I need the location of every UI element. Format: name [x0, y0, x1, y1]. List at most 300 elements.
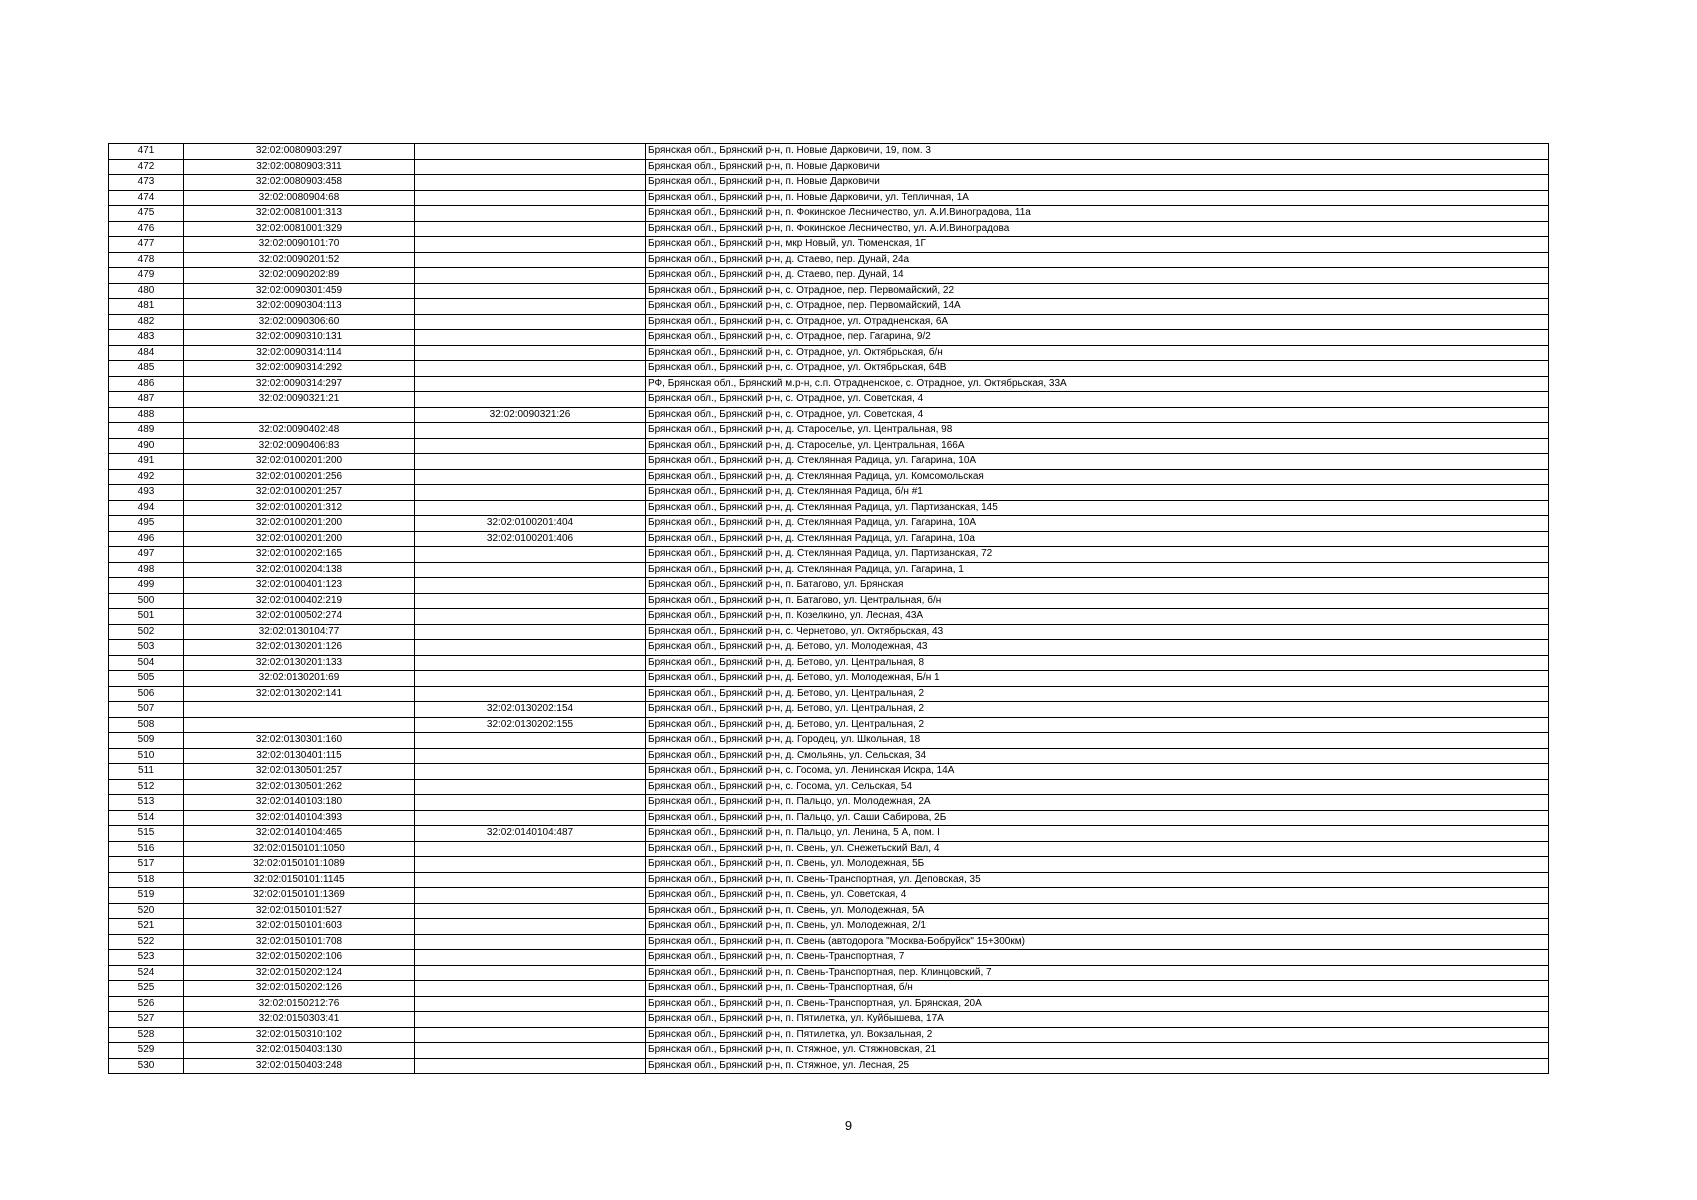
- table-row: [109, 1058, 1549, 1074]
- related-cadastral-number-cell: [415, 392, 646, 408]
- row-number-cell: 484: [109, 345, 184, 361]
- related-cadastral-number-cell: [415, 888, 646, 904]
- cadastral-number-cell: 32:02:0150202:124: [184, 965, 415, 981]
- row-number-cell: 487: [109, 392, 184, 408]
- cadastral-number-cell: 32:02:0081001:329: [184, 221, 415, 237]
- row-number-cell: 493: [109, 485, 184, 501]
- related-cadastral-number-cell: [415, 919, 646, 935]
- cadastral-number-cell: 32:02:0100201:200: [184, 516, 415, 532]
- address-cell: Брянская обл., Брянский р-н, д. Стеклянная Радица, ул. Гагарина, 1: [646, 562, 1549, 578]
- table-row: [109, 144, 1549, 160]
- address-cell: Брянская обл., Брянский р-н, п. Свень, ул. Советская, 4: [646, 888, 1549, 904]
- related-cadastral-number-cell: [415, 686, 646, 702]
- address-cell: Брянская обл., Брянский р-н, п. Свень, ул. Снежетьский Вал, 4: [646, 841, 1549, 857]
- address-cell: Брянская обл., Брянский р-н, с. Отрадное, ул. Октябрьская, б/н: [646, 345, 1549, 361]
- related-cadastral-number-cell: [415, 376, 646, 392]
- table-row: [109, 361, 1549, 377]
- address-cell: Брянская обл., Брянский р-н, п. Свень-Транспортная, ул. Брянская, 20А: [646, 996, 1549, 1012]
- address-cell: Брянская обл., Брянский р-н, с. Отрадное, ул. Октябрьская, 64В: [646, 361, 1549, 377]
- related-cadastral-number-cell: [415, 500, 646, 516]
- row-number-cell: 499: [109, 578, 184, 594]
- address-cell: Брянская обл., Брянский р-н, д. Бетово, ул. Центральная, 2: [646, 702, 1549, 718]
- address-cell: Брянская обл., Брянский р-н, с. Отрадное, пер. Гагарина, 9/2: [646, 330, 1549, 346]
- address-cell: Брянская обл., Брянский р-н, п. Козелкино, ул. Лесная, 43А: [646, 609, 1549, 625]
- table-row: [109, 314, 1549, 330]
- row-number-cell: 522: [109, 934, 184, 950]
- cadastral-number-cell: 32:02:0140104:465: [184, 826, 415, 842]
- address-cell: Брянская обл., Брянский р-н, с. Отрадное, ул. Отрадненская, 6А: [646, 314, 1549, 330]
- row-number-cell: 486: [109, 376, 184, 392]
- table-row: [109, 159, 1549, 175]
- row-number-cell: 515: [109, 826, 184, 842]
- related-cadastral-number-cell: [415, 578, 646, 594]
- related-cadastral-number-cell: [415, 330, 646, 346]
- row-number-cell: 504: [109, 655, 184, 671]
- address-cell: Брянская обл., Брянский р-н, д. Стаево, пер. Дунай, 24а: [646, 252, 1549, 268]
- cadastral-number-cell: 32:02:0150101:1145: [184, 872, 415, 888]
- address-cell: Брянская обл., Брянский р-н, д. Стеклянная Радица, ул. Партизанская, 145: [646, 500, 1549, 516]
- cadastral-number-cell: 32:02:0150101:603: [184, 919, 415, 935]
- row-number-cell: 517: [109, 857, 184, 873]
- cadastral-number-cell: 32:02:0090304:113: [184, 299, 415, 315]
- row-number-cell: 502: [109, 624, 184, 640]
- row-number-cell: 513: [109, 795, 184, 811]
- cadastral-number-cell: 32:02:0090101:70: [184, 237, 415, 253]
- row-number-cell: 485: [109, 361, 184, 377]
- cadastral-number-cell: 32:02:0150101:527: [184, 903, 415, 919]
- row-number-cell: 489: [109, 423, 184, 439]
- address-cell: Брянская обл., Брянский р-н, с. Госома, ул. Сельская, 54: [646, 779, 1549, 795]
- address-cell: Брянская обл., Брянский р-н, п. Стяжное, ул. Лесная, 25: [646, 1058, 1549, 1074]
- related-cadastral-number-cell: [415, 1043, 646, 1059]
- table-row: [109, 965, 1549, 981]
- row-number-cell: 490: [109, 438, 184, 454]
- table-row: [109, 454, 1549, 470]
- related-cadastral-number-cell: [415, 965, 646, 981]
- page-number: 9: [844, 1118, 853, 1133]
- table-row: [109, 516, 1549, 532]
- related-cadastral-number-cell: [415, 903, 646, 919]
- related-cadastral-number-cell: [415, 764, 646, 780]
- row-number-cell: 529: [109, 1043, 184, 1059]
- cadastral-number-cell: 32:02:0130501:257: [184, 764, 415, 780]
- cadastral-number-cell: 32:02:0150202:126: [184, 981, 415, 997]
- cadastral-number-cell: 32:02:0130201:133: [184, 655, 415, 671]
- table-row: [109, 826, 1549, 842]
- related-cadastral-number-cell: [415, 593, 646, 609]
- address-cell: Брянская обл., Брянский р-н, п. Пальцо, ул. Молодежная, 2А: [646, 795, 1549, 811]
- related-cadastral-number-cell: [415, 299, 646, 315]
- address-cell: Брянская обл., Брянский р-н, п. Батагово, ул. Брянская: [646, 578, 1549, 594]
- related-cadastral-number-cell: [415, 748, 646, 764]
- cadastral-number-cell: 32:02:0150310:102: [184, 1027, 415, 1043]
- table-row: [109, 345, 1549, 361]
- cadastral-number-cell: 32:02:0150403:248: [184, 1058, 415, 1074]
- cadastral-number-cell: 32:02:0090301:459: [184, 283, 415, 299]
- address-cell: Брянская обл., Брянский р-н, п. Свень, ул. Молодежная, 2/1: [646, 919, 1549, 935]
- cadastral-number-cell: 32:02:0090314:292: [184, 361, 415, 377]
- address-cell: Брянская обл., Брянский р-н, д. Стеклянная Радица, б/н #1: [646, 485, 1549, 501]
- related-cadastral-number-cell: [415, 655, 646, 671]
- address-cell: Брянская обл., Брянский р-н, д. Смольянь, ул. Сельская, 34: [646, 748, 1549, 764]
- table-row: [109, 578, 1549, 594]
- cadastral-number-cell: 32:02:0130202:141: [184, 686, 415, 702]
- address-cell: Брянская обл., Брянский р-н, п. Новые Дарковичи, 19, пом. 3: [646, 144, 1549, 160]
- address-cell: Брянская обл., Брянский р-н, п. Свень-Транспортная, 7: [646, 950, 1549, 966]
- cadastral-number-cell: [184, 407, 415, 423]
- address-cell: Брянская обл., Брянский р-н, п. Свень-Транспортная, б/н: [646, 981, 1549, 997]
- table-row: [109, 702, 1549, 718]
- address-cell: Брянская обл., Брянский р-н, д. Стеклянная Радица, ул. Гагарина, 10А: [646, 516, 1549, 532]
- table-row: [109, 671, 1549, 687]
- row-number-cell: 483: [109, 330, 184, 346]
- table-row: [109, 531, 1549, 547]
- cadastral-number-cell: 32:02:0150403:130: [184, 1043, 415, 1059]
- related-cadastral-number-cell: [415, 810, 646, 826]
- cadastral-number-cell: 32:02:0090314:114: [184, 345, 415, 361]
- table-row: [109, 779, 1549, 795]
- related-cadastral-number-cell: [415, 252, 646, 268]
- table-row: [109, 996, 1549, 1012]
- row-number-cell: 503: [109, 640, 184, 656]
- table-row: [109, 438, 1549, 454]
- row-number-cell: 508: [109, 717, 184, 733]
- cadastral-number-cell: 32:02:0090402:48: [184, 423, 415, 439]
- cadastral-number-cell: 32:02:0150101:708: [184, 934, 415, 950]
- cadastral-number-cell: 32:02:0100201:257: [184, 485, 415, 501]
- cadastral-number-cell: 32:02:0100201:256: [184, 469, 415, 485]
- table-row: [109, 841, 1549, 857]
- address-cell: Брянская обл., Брянский р-н, с. Отрадное, ул. Советская, 4: [646, 392, 1549, 408]
- related-cadastral-number-cell: [415, 950, 646, 966]
- related-cadastral-number-cell: [415, 175, 646, 191]
- table-row: [109, 888, 1549, 904]
- table-row: [109, 655, 1549, 671]
- cadastral-number-cell: 32:02:0100201:200: [184, 454, 415, 470]
- related-cadastral-number-cell: [415, 934, 646, 950]
- related-cadastral-number-cell: [415, 190, 646, 206]
- row-number-cell: 524: [109, 965, 184, 981]
- address-cell: Брянская обл., Брянский р-н, п. Свень, ул. Молодежная, 5А: [646, 903, 1549, 919]
- registry-table: [108, 143, 1549, 1074]
- related-cadastral-number-cell: [415, 485, 646, 501]
- address-cell: Брянская обл., Брянский р-н, д. Стеклянная Радица, ул. Комсомольская: [646, 469, 1549, 485]
- cadastral-number-cell: 32:02:0130201:126: [184, 640, 415, 656]
- table-row: [109, 500, 1549, 516]
- cadastral-number-cell: 32:02:0090406:83: [184, 438, 415, 454]
- cadastral-number-cell: 32:02:0090201:52: [184, 252, 415, 268]
- table-row: [109, 190, 1549, 206]
- address-cell: Брянская обл., Брянский р-н, с. Чернетово, ул. Октябрьская, 43: [646, 624, 1549, 640]
- table-row: [109, 221, 1549, 237]
- cadastral-number-cell: 32:02:0100201:312: [184, 500, 415, 516]
- address-cell: Брянская обл., Брянский р-н, п. Свень, ул. Молодежная, 5Б: [646, 857, 1549, 873]
- row-number-cell: 474: [109, 190, 184, 206]
- row-number-cell: 501: [109, 609, 184, 625]
- address-cell: Брянская обл., Брянский р-н, п. Стяжное, ул. Стяжновская, 21: [646, 1043, 1549, 1059]
- table-row: [109, 686, 1549, 702]
- related-cadastral-number-cell: [415, 640, 646, 656]
- cadastral-number-cell: 32:02:0150101:1050: [184, 841, 415, 857]
- cadastral-number-cell: 32:02:0140103:180: [184, 795, 415, 811]
- address-cell: Брянская обл., Брянский р-н, с. Отрадное, пер. Первомайский, 14А: [646, 299, 1549, 315]
- related-cadastral-number-cell: [415, 206, 646, 222]
- address-cell: Брянская обл., Брянский р-н, с. Госома, ул. Ленинская Искра, 14А: [646, 764, 1549, 780]
- address-cell: Брянская обл., Брянский р-н, с. Отрадное, ул. Советская, 4: [646, 407, 1549, 423]
- row-number-cell: 511: [109, 764, 184, 780]
- cadastral-number-cell: 32:02:0130401:115: [184, 748, 415, 764]
- row-number-cell: 488: [109, 407, 184, 423]
- table-row: [109, 934, 1549, 950]
- cadastral-number-cell: 32:02:0150303:41: [184, 1012, 415, 1028]
- row-number-cell: 519: [109, 888, 184, 904]
- related-cadastral-number-cell: [415, 438, 646, 454]
- address-cell: Брянская обл., Брянский р-н, п. Новые Дарковичи, ул. Тепличная, 1А: [646, 190, 1549, 206]
- row-number-cell: 523: [109, 950, 184, 966]
- related-cadastral-number-cell: [415, 144, 646, 160]
- table-row: [109, 903, 1549, 919]
- table-row: [109, 407, 1549, 423]
- cadastral-number-cell: 32:02:0150202:106: [184, 950, 415, 966]
- related-cadastral-number-cell: [415, 454, 646, 470]
- cadastral-number-cell: 32:02:0090314:297: [184, 376, 415, 392]
- cadastral-number-cell: 32:02:0090202:89: [184, 268, 415, 284]
- cadastral-number-cell: 32:02:0100502:274: [184, 609, 415, 625]
- table-row: [109, 299, 1549, 315]
- table-row: [109, 376, 1549, 392]
- address-cell: Брянская обл., Брянский р-н, д. Стеклянная Радица, ул. Партизанская, 72: [646, 547, 1549, 563]
- row-number-cell: 495: [109, 516, 184, 532]
- row-number-cell: 516: [109, 841, 184, 857]
- table-row: [109, 1027, 1549, 1043]
- table-row: [109, 392, 1549, 408]
- related-cadastral-number-cell: 32:02:0130202:154: [415, 702, 646, 718]
- address-cell: Брянская обл., Брянский р-н, п. Пятилетка, ул. Вокзальная, 2: [646, 1027, 1549, 1043]
- cadastral-number-cell: 32:02:0081001:313: [184, 206, 415, 222]
- row-number-cell: 494: [109, 500, 184, 516]
- table-row: [109, 624, 1549, 640]
- related-cadastral-number-cell: [415, 314, 646, 330]
- related-cadastral-number-cell: [415, 221, 646, 237]
- address-cell: Брянская обл., Брянский р-н, д. Староселье, ул. Центральная, 98: [646, 423, 1549, 439]
- row-number-cell: 496: [109, 531, 184, 547]
- cadastral-number-cell: 32:02:0100201:200: [184, 531, 415, 547]
- related-cadastral-number-cell: [415, 159, 646, 175]
- address-cell: Брянская обл., Брянский р-н, п. Пальцо, ул. Саши Сабирова, 2Б: [646, 810, 1549, 826]
- table-row: [109, 981, 1549, 997]
- related-cadastral-number-cell: [415, 872, 646, 888]
- table-row: [109, 593, 1549, 609]
- row-number-cell: 480: [109, 283, 184, 299]
- address-cell: Брянская обл., Брянский р-н, мкр Новый, ул. Тюменская, 1Г: [646, 237, 1549, 253]
- related-cadastral-number-cell: [415, 981, 646, 997]
- row-number-cell: 521: [109, 919, 184, 935]
- cadastral-number-cell: 32:02:0130301:160: [184, 733, 415, 749]
- related-cadastral-number-cell: [415, 469, 646, 485]
- address-cell: Брянская обл., Брянский р-н, д. Бетово, ул. Молодежная, Б/н 1: [646, 671, 1549, 687]
- cadastral-number-cell: 32:02:0130501:262: [184, 779, 415, 795]
- table-row: [109, 795, 1549, 811]
- row-number-cell: 510: [109, 748, 184, 764]
- cadastral-number-cell: 32:02:0130104:77: [184, 624, 415, 640]
- related-cadastral-number-cell: 32:02:0130202:155: [415, 717, 646, 733]
- table-row: [109, 1043, 1549, 1059]
- row-number-cell: 473: [109, 175, 184, 191]
- address-cell: Брянская обл., Брянский р-н, д. Стеклянная Радица, ул. Гагарина, 10а: [646, 531, 1549, 547]
- row-number-cell: 481: [109, 299, 184, 315]
- table-row: [109, 748, 1549, 764]
- address-cell: Брянская обл., Брянский р-н, д. Бетово, ул. Центральная, 2: [646, 717, 1549, 733]
- related-cadastral-number-cell: [415, 624, 646, 640]
- address-cell: Брянская обл., Брянский р-н, д. Бетово, ул. Центральная, 2: [646, 686, 1549, 702]
- row-number-cell: 505: [109, 671, 184, 687]
- cadastral-number-cell: 32:02:0100202:165: [184, 547, 415, 563]
- table-row: [109, 733, 1549, 749]
- cadastral-number-cell: 32:02:0150101:1089: [184, 857, 415, 873]
- related-cadastral-number-cell: 32:02:0090321:26: [415, 407, 646, 423]
- row-number-cell: 498: [109, 562, 184, 578]
- row-number-cell: 525: [109, 981, 184, 997]
- row-number-cell: 528: [109, 1027, 184, 1043]
- table-row: [109, 640, 1549, 656]
- row-number-cell: 520: [109, 903, 184, 919]
- row-number-cell: 492: [109, 469, 184, 485]
- row-number-cell: 500: [109, 593, 184, 609]
- related-cadastral-number-cell: [415, 562, 646, 578]
- row-number-cell: 477: [109, 237, 184, 253]
- related-cadastral-number-cell: [415, 1027, 646, 1043]
- related-cadastral-number-cell: [415, 423, 646, 439]
- related-cadastral-number-cell: [415, 361, 646, 377]
- address-cell: Брянская обл., Брянский р-н, с. Отрадное, пер. Первомайский, 22: [646, 283, 1549, 299]
- cadastral-number-cell: 32:02:0140104:393: [184, 810, 415, 826]
- row-number-cell: 509: [109, 733, 184, 749]
- table-row: [109, 950, 1549, 966]
- related-cadastral-number-cell: [415, 857, 646, 873]
- related-cadastral-number-cell: 32:02:0140104:487: [415, 826, 646, 842]
- table-row: [109, 469, 1549, 485]
- address-cell: Брянская обл., Брянский р-н, п. Новые Дарковичи: [646, 159, 1549, 175]
- related-cadastral-number-cell: [415, 1012, 646, 1028]
- table-row: [109, 717, 1549, 733]
- row-number-cell: 514: [109, 810, 184, 826]
- cadastral-number-cell: 32:02:0150212:76: [184, 996, 415, 1012]
- row-number-cell: 476: [109, 221, 184, 237]
- cadastral-number-cell: 32:02:0090310:131: [184, 330, 415, 346]
- address-cell: Брянская обл., Брянский р-н, п. Новые Дарковичи: [646, 175, 1549, 191]
- address-cell: Брянская обл., Брянский р-н, д. Стеклянная Радица, ул. Гагарина, 10А: [646, 454, 1549, 470]
- row-number-cell: 479: [109, 268, 184, 284]
- table-row: [109, 330, 1549, 346]
- table-row: [109, 268, 1549, 284]
- table-row: [109, 485, 1549, 501]
- related-cadastral-number-cell: [415, 779, 646, 795]
- related-cadastral-number-cell: [415, 237, 646, 253]
- address-cell: Брянская обл., Брянский р-н, п. Свень-Транспортная, ул. Деповская, 35: [646, 872, 1549, 888]
- table-row: [109, 810, 1549, 826]
- row-number-cell: 472: [109, 159, 184, 175]
- cadastral-number-cell: 32:02:0100204:138: [184, 562, 415, 578]
- cadastral-number-cell: 32:02:0080904:68: [184, 190, 415, 206]
- related-cadastral-number-cell: 32:02:0100201:406: [415, 531, 646, 547]
- cadastral-number-cell: 32:02:0090321:21: [184, 392, 415, 408]
- cadastral-number-cell: 32:02:0090306:60: [184, 314, 415, 330]
- row-number-cell: 518: [109, 872, 184, 888]
- row-number-cell: 475: [109, 206, 184, 222]
- address-cell: Брянская обл., Брянский р-н, д. Городец, ул. Школьная, 18: [646, 733, 1549, 749]
- row-number-cell: 478: [109, 252, 184, 268]
- table-row: [109, 872, 1549, 888]
- related-cadastral-number-cell: [415, 1058, 646, 1074]
- table-row: [109, 857, 1549, 873]
- table-row: [109, 609, 1549, 625]
- related-cadastral-number-cell: [415, 345, 646, 361]
- row-number-cell: 527: [109, 1012, 184, 1028]
- row-number-cell: 526: [109, 996, 184, 1012]
- cadastral-number-cell: 32:02:0100401:123: [184, 578, 415, 594]
- related-cadastral-number-cell: 32:02:0100201:404: [415, 516, 646, 532]
- table-row: [109, 423, 1549, 439]
- address-cell: Брянская обл., Брянский р-н, д. Стаево, пер. Дунай, 14: [646, 268, 1549, 284]
- table-row: [109, 206, 1549, 222]
- row-number-cell: 471: [109, 144, 184, 160]
- table-row: [109, 919, 1549, 935]
- address-cell: Брянская обл., Брянский р-н, д. Бетово, ул. Молодежная, 43: [646, 640, 1549, 656]
- related-cadastral-number-cell: [415, 283, 646, 299]
- address-cell: РФ, Брянская обл., Брянский м.р-н, с.п. Отрадненское, с. Отрадное, ул. Октябрьская, 33А: [646, 376, 1549, 392]
- related-cadastral-number-cell: [415, 841, 646, 857]
- registry-table-body: [109, 144, 1549, 1074]
- cadastral-number-cell: 32:02:0080903:297: [184, 144, 415, 160]
- address-cell: Брянская обл., Брянский р-н, п. Пятилетка, ул. Куйбышева, 17А: [646, 1012, 1549, 1028]
- table-row: [109, 283, 1549, 299]
- related-cadastral-number-cell: [415, 609, 646, 625]
- address-cell: Брянская обл., Брянский р-н, п. Батагово, ул. Центральная, б/н: [646, 593, 1549, 609]
- cadastral-number-cell: 32:02:0150101:1369: [184, 888, 415, 904]
- row-number-cell: 512: [109, 779, 184, 795]
- cadastral-number-cell: 32:02:0130201:69: [184, 671, 415, 687]
- cadastral-number-cell: [184, 717, 415, 733]
- related-cadastral-number-cell: [415, 671, 646, 687]
- address-cell: Брянская обл., Брянский р-н, д. Староселье, ул. Центральная, 166А: [646, 438, 1549, 454]
- related-cadastral-number-cell: [415, 547, 646, 563]
- row-number-cell: 497: [109, 547, 184, 563]
- row-number-cell: 482: [109, 314, 184, 330]
- address-cell: Брянская обл., Брянский р-н, п. Свень-Транспортная, пер. Клинцовский, 7: [646, 965, 1549, 981]
- cadastral-number-cell: 32:02:0100402:219: [184, 593, 415, 609]
- address-cell: Брянская обл., Брянский р-н, п. Пальцо, ул. Ленина, 5 А, пом. I: [646, 826, 1549, 842]
- table-row: [109, 175, 1549, 191]
- address-cell: Брянская обл., Брянский р-н, п. Фокинское Лесничество, ул. А.И.Виноградова, 11а: [646, 206, 1549, 222]
- related-cadastral-number-cell: [415, 733, 646, 749]
- cadastral-number-cell: [184, 702, 415, 718]
- row-number-cell: 491: [109, 454, 184, 470]
- cadastral-number-cell: 32:02:0080903:458: [184, 175, 415, 191]
- row-number-cell: 507: [109, 702, 184, 718]
- address-cell: Брянская обл., Брянский р-н, п. Свень (автодорога "Москва-Бобруйск" 15+300км): [646, 934, 1549, 950]
- related-cadastral-number-cell: [415, 795, 646, 811]
- table-row: [109, 1012, 1549, 1028]
- table-row: [109, 562, 1549, 578]
- row-number-cell: 530: [109, 1058, 184, 1074]
- table-row: [109, 252, 1549, 268]
- related-cadastral-number-cell: [415, 996, 646, 1012]
- address-cell: Брянская обл., Брянский р-н, п. Фокинское Лесничество, ул. А.И.Виноградова: [646, 221, 1549, 237]
- address-cell: Брянская обл., Брянский р-н, д. Бетово, ул. Центральная, 8: [646, 655, 1549, 671]
- cadastral-number-cell: 32:02:0080903:311: [184, 159, 415, 175]
- table-row: [109, 237, 1549, 253]
- table-row: [109, 764, 1549, 780]
